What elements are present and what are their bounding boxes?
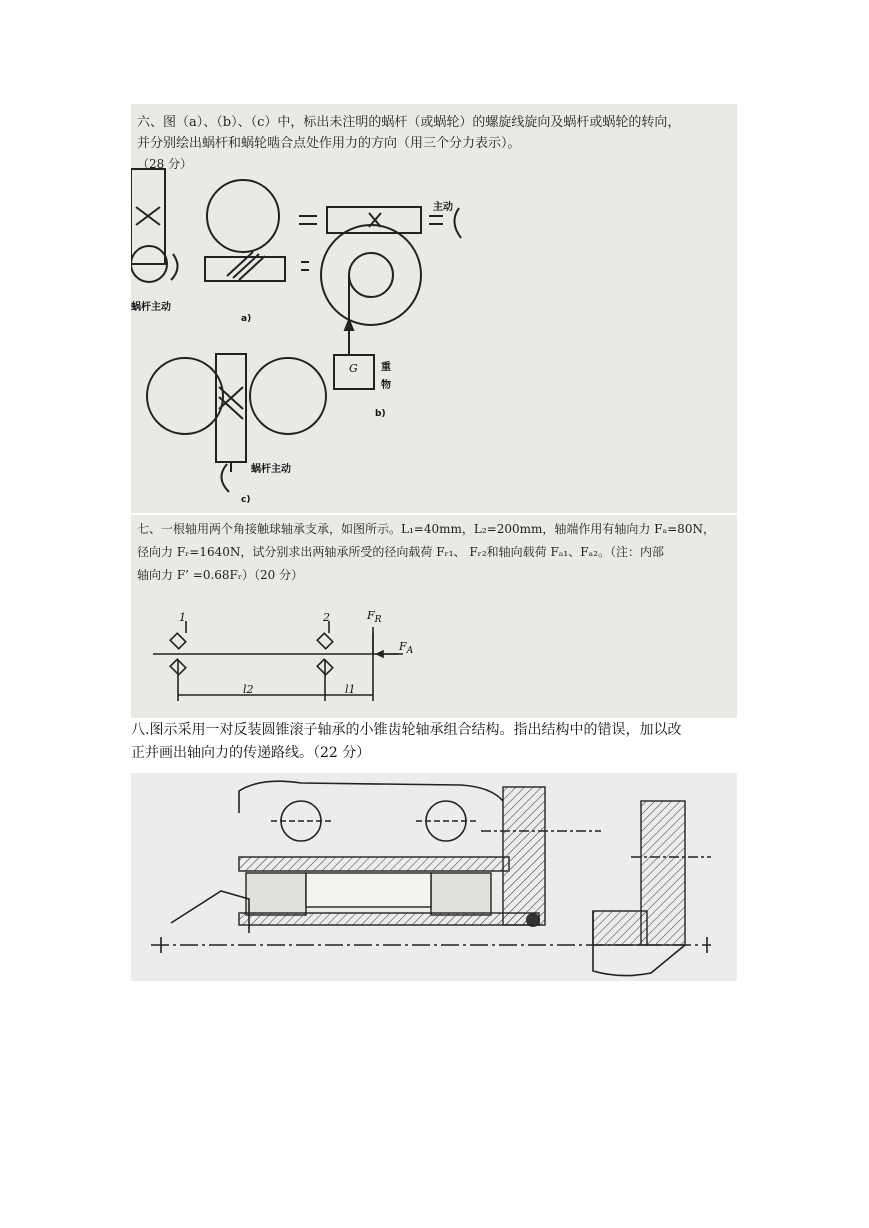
q8-line-2: 正并画出轴向力的传递路线。（22 分） xyxy=(131,745,371,761)
label-c: c) xyxy=(241,495,251,505)
length-l2-label: l2 xyxy=(243,683,254,696)
question-8-scan xyxy=(131,773,737,981)
q6-line-2: 并分别绘出蜗杆和蜗轮啮合点处作用力的方向（用三个分力表示）。 xyxy=(137,136,521,151)
force-fa-label: $F_A$ xyxy=(399,640,414,657)
bearing-2-label: 2 xyxy=(323,611,330,624)
length-l1-label: l1 xyxy=(345,683,356,696)
bearing-1-label: 1 xyxy=(179,611,186,624)
label-worm-driving-a: 蜗杆主动 xyxy=(131,302,171,313)
q7-line-2: 径向力 Fᵣ=1640N，试分别求出两轴承所受的径向载荷 Fᵣ₁、 Fᵣ₂和轴向载荷 Fₐ₁、Fₐ₂。（注：内部 xyxy=(137,545,664,559)
label-b: b) xyxy=(375,409,386,419)
label-worm-driving-c: 蜗杆主动 xyxy=(251,464,291,475)
force-fr-label: $F_R$ xyxy=(367,609,382,626)
q8-line-1: 八.图示采用一对反装圆锥滚子轴承的小锥齿轮轴承组合结构。指出结构中的错误，加以改 xyxy=(131,722,682,738)
q7-line-1: 七、一根轴用两个角接触球轴承支承，如图所示。L₁=40mm，L₂=200mm，轴端作用有轴向力 Fₐ=80N， xyxy=(137,522,715,536)
label-weight-1: 重 xyxy=(381,362,391,373)
diagram-b xyxy=(299,207,461,389)
label-a: a) xyxy=(241,314,252,324)
q6-score: （28 分） xyxy=(137,157,193,171)
label-g: G xyxy=(349,362,358,375)
question-7-scan xyxy=(131,515,737,718)
label-weight-2: 物 xyxy=(381,380,391,391)
label-driving: 主动 xyxy=(433,202,453,213)
q6-line-1: 六、图（a）、（b）、（c）中，标出未注明的蜗杆（或蜗轮）的螺旋线旋向及蜗杆或蜗轮的转向， xyxy=(137,115,681,130)
bevel-gear-bearing-assembly-drawing xyxy=(131,773,737,981)
question-6-scan xyxy=(131,104,737,513)
worm-gear-diagrams xyxy=(131,104,737,513)
shaft-bearing-diagram xyxy=(131,515,737,718)
q7-line-3: 轴向力 F’ =0.68Fᵣ）（20 分） xyxy=(137,568,304,582)
diagram-a-worm xyxy=(131,169,178,282)
question-8-text xyxy=(131,719,743,765)
diagram-c xyxy=(147,354,326,492)
diagram-a-wheel xyxy=(205,180,309,281)
